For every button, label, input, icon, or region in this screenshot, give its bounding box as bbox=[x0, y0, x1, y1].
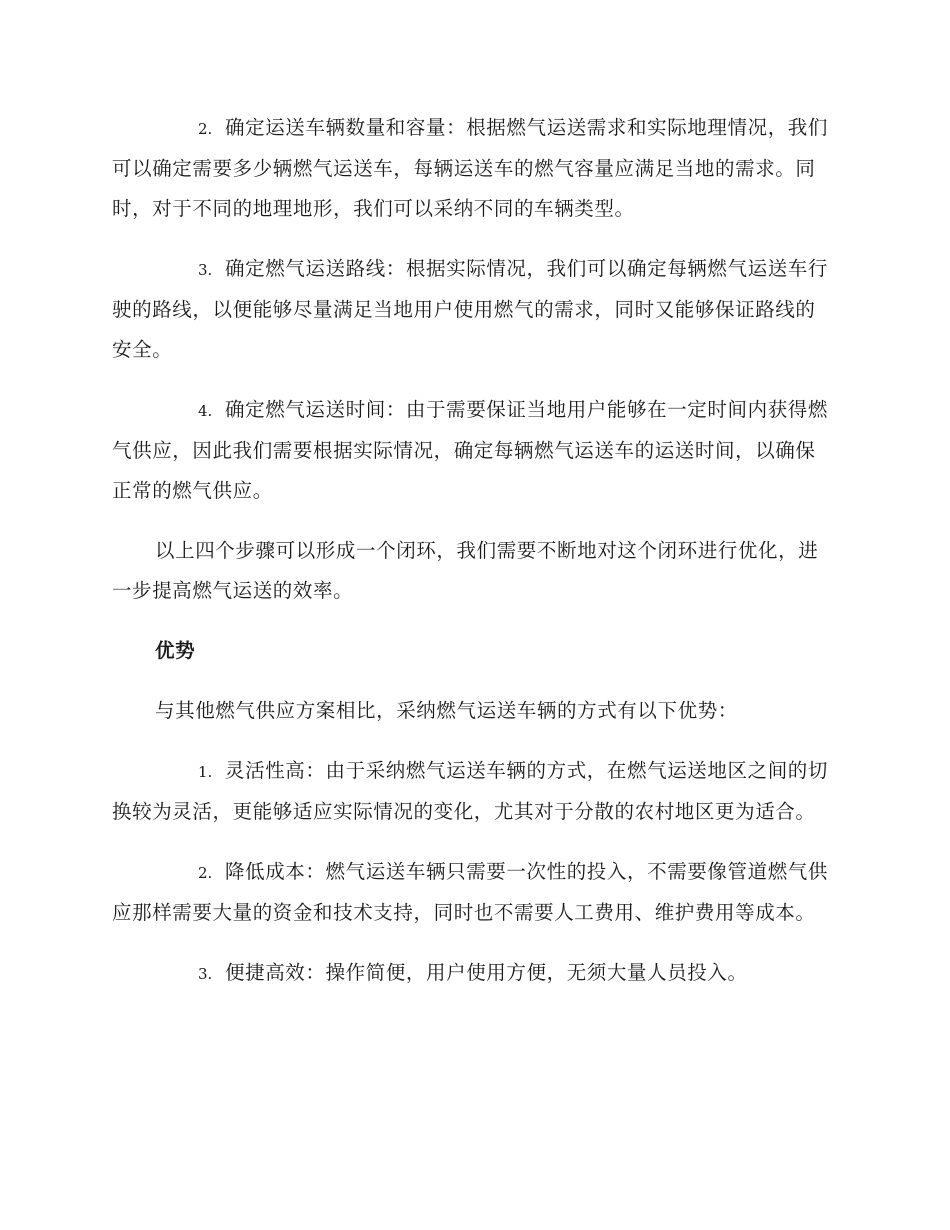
list-item bbox=[112, 852, 834, 933]
list-item-number: 3. bbox=[198, 965, 213, 983]
list-item bbox=[112, 390, 834, 511]
list-item-text: 确定运送车辆数量和容量：根据燃气运送需求和实际地理情况，我们可以确定需要多少辆燃气运送车，每辆运送车的燃气容量应满足当地的需求。同时，对于不同的地理地形，我们可以采纳不同的车辆类型。 bbox=[112, 116, 829, 220]
list-item-text: 确定燃气运送路线：根据实际情况，我们可以确定每辆燃气运送车行驶的路线，以便能够尽量满足当地用户使用燃气的需求，同时又能够保证路线的安全。 bbox=[112, 257, 829, 361]
list-item-text: 灵活性高：由于采纳燃气运送车辆的方式，在燃气运送地区之间的切换较为灵活，更能够适应实际情况的变化，尤其对于分散的农村地区更为适合。 bbox=[112, 759, 829, 823]
list-item-number: 1. bbox=[198, 763, 213, 781]
list-item bbox=[112, 108, 834, 229]
list-item-text: 便捷高效：操作简便，用户使用方便，无须大量人员投入。 bbox=[225, 961, 748, 984]
intro-paragraph: 与其他燃气供应方案相比，采纳燃气运送车辆的方式有以下优势： bbox=[155, 699, 738, 722]
list-item bbox=[112, 953, 834, 994]
section-heading: 优势 bbox=[155, 639, 196, 662]
list-item-number: 2. bbox=[198, 864, 213, 882]
list-item bbox=[112, 751, 834, 832]
document-body bbox=[112, 108, 834, 1014]
summary-paragraph: 以上四个步骤可以形成一个闭环，我们需要不断地对这个闭环进行优化，进一步提高燃气运送的效率。 bbox=[112, 539, 819, 602]
list-item bbox=[112, 249, 834, 370]
list-item-text: 降低成本：燃气运送车辆只需要一次性的投入，不需要像管道燃气供应那样需要大量的资金和技术支持，同时也不需要人工费用、维护费用等成本。 bbox=[112, 860, 829, 924]
list-item-number: 2. bbox=[198, 120, 213, 138]
list-item-text: 确定燃气运送时间：由于需要保证当地用户能够在一定时间内获得燃气供应，因此我们需要根据实际情况，确定每辆燃气运送车的运送时间，以确保正常的燃气供应。 bbox=[112, 398, 829, 502]
list-item-number: 3. bbox=[198, 261, 213, 279]
list-item-number: 4. bbox=[198, 402, 213, 420]
